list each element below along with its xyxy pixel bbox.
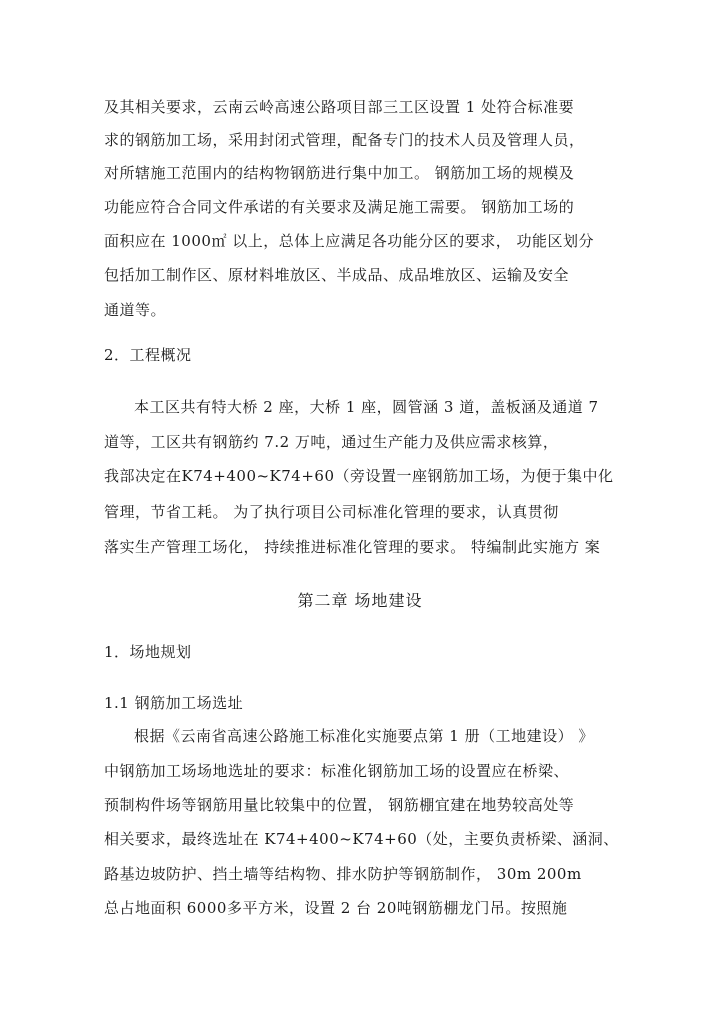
text-line: 中钢筋加工场场地选址的要求：标准化钢筋加工场的设置应在桥梁、: [104, 762, 570, 780]
text-line: 功能应符合合同文件承诺的有关要求及满足施工需要。 钢筋加工场的: [104, 198, 575, 216]
text-line: 相关要求，最终选址在 K74+400~K74+60（处，主要负责桥梁、涵洞、: [104, 830, 619, 848]
subsection-heading: 1.1 钢筋加工场选址: [104, 694, 244, 712]
section-heading: 1．场地规划: [104, 643, 192, 661]
text-line: 总占地面积 6000多平方米，设置 2 台 20吨钢筋棚龙门吊。按照施: [104, 899, 568, 917]
text-line: 管理，节省工耗。 为了执行项目公司标准化管理的要求，认真贯彻: [104, 503, 559, 521]
text-line: 道等，工区共有钢筋约 7.2 万吨，通过生产能力及供应需求核算，: [104, 433, 559, 451]
text-line: 对所辖施工范围内的结构物钢筋进行集中加工。 钢筋加工场的规模及: [104, 164, 575, 182]
text-line: 路基边坡防护、挡土墙等结构物、排水防护等钢筋制作， 30m 200m: [104, 865, 582, 883]
text-line: 根据《云南省高速公路施工标准化实施要点第 1 册（工地建设） 》: [134, 727, 594, 745]
chapter-title: 第二章 场地建设: [297, 591, 423, 610]
text-line: 本工区共有特大桥 2 座，大桥 1 座，圆管涵 3 道，盖板涵及通道 7: [134, 398, 599, 416]
text-line: 落实生产管理工场化， 持续推进标准化管理的要求。 特编制此实施方 案: [104, 538, 601, 556]
text-line: 及其相关要求，云南云岭高速公路项目部三工区设置 1 处符合标准要: [104, 98, 575, 116]
text-line: 包括加工制作区、原材料堆放区、半成品、成品堆放区、运输及安全: [104, 266, 570, 284]
section-heading: 2．工程概况: [104, 346, 192, 364]
text-line: 面积应在 1000㎡ 以上，总体上应满足各功能分区的要求， 功能区划分: [104, 232, 594, 250]
text-line: 预制构件场等钢筋用量比较集中的位置， 钢筋棚宜建在地势较高处等: [104, 796, 575, 814]
text-line: 通道等。: [104, 301, 167, 319]
text-line: 我部决定在K74+400~K74+60（旁设置一座钢筋加工场，为便于集中化: [104, 467, 614, 485]
text-line: 求的钢筋加工场，采用封闭式管理，配备专门的技术人员及管理人员，: [104, 131, 585, 149]
